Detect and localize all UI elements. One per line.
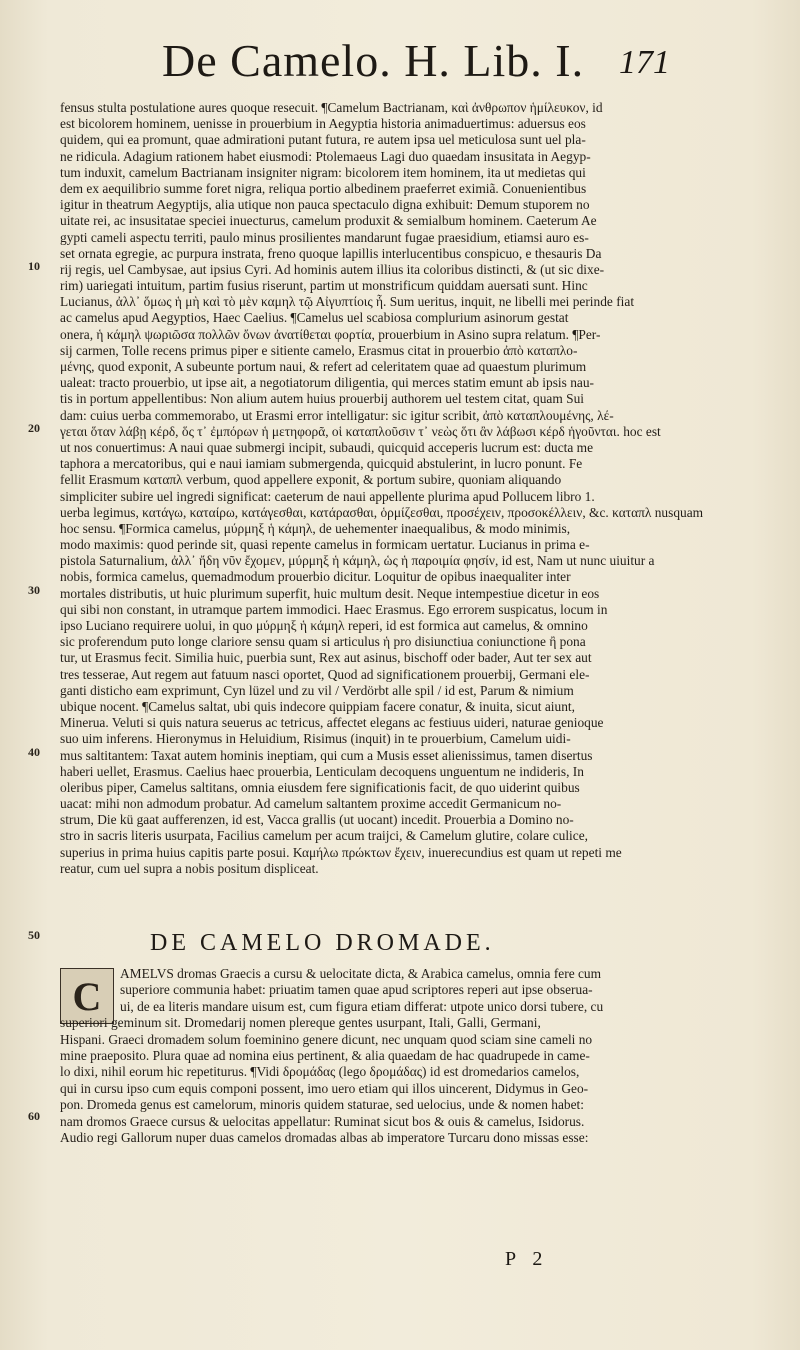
running-title: De Camelo. H. Lib. I.	[162, 35, 585, 86]
text-line: ut nos conuertimus: A naui quae submergi incipit, subaudi, quicquid acceperis lucrum est: ducta me	[60, 439, 594, 455]
section-heading: DE CAMELO DROMADE.	[150, 930, 495, 956]
text-line: set ornata egregie, ac purpura instrata, freno quoque lapillis interlucentibus conspicuo, e thesauris Da	[60, 245, 602, 261]
text-line: est bicolorem hominem, uenisse in prouerbium in Aegyptia historia animaduertimus: aduersus eos	[60, 116, 586, 132]
line-number: 20	[28, 421, 40, 435]
text-line: pistola Saturnalium, ἀλλ᾽ ἤδη νῦν ἔχομεν, μύρμηξ ἡ κάμηλ, ὡς ἡ παροιμία φησίν, id est, Nam ut nunc uiuitur a	[60, 553, 655, 569]
page-header	[150, 34, 670, 98]
text-line: oleribus piper, Camelus saltitans, omnia eiusdem fere significationis facit, de quo uiderint quibus	[60, 779, 580, 795]
text-line: Minerua. Veluti si quis natura seuerus ac tetricus, affectet elegans ac festiuus uideri, naturae genioque	[60, 715, 604, 731]
text-line: gypti cameli aspectu territi, paulo minus prosilientes mandarunt fugae praesidium, etiamsi auro es-	[60, 229, 589, 245]
text-line: modo maximis: quod perinde sit, quasi repente camelus in formicam uertatur. Lucianus in prima e-	[60, 537, 590, 553]
text-line: quidem, qui ea promunt, quae admirationi putant futura, re autem ipsa uel meticulosa sunt uel pla-	[60, 132, 586, 148]
section-text-line: AMELVS dromas Graecis a cursu & uelocitate dicta, & Arabica camelus, omnia fere cum	[120, 966, 602, 981]
text-line: μένης, quod exponit, A subeunte portum naui, & refert ad celeritatem quae ad quaestum plurimum	[60, 359, 587, 374]
text-line: ne ridicula. Adagium rationem habet eiusmodi: Ptolemaeus Lagi duo quaedam insusitata in Aegyp-	[60, 148, 591, 164]
text-line: stro in sacris literis usurpata, Facilius camelum per acum traijci, & Camelum glutire, colare culice,	[60, 828, 589, 844]
section-text-line: ui, de ea literis mandare uisum est, cum figura etiam differat: utpote unico dorsi tubere, cu	[120, 998, 604, 1014]
text-line: uerba legimus, κατάγω, καταίρω, κατάγεσθαι, κατάρασθαι, ὁρμίζεσθαι, προσέχειν, προσοκέλλειν, &c. καταπλ nusquam	[60, 504, 704, 520]
text-line: nobis, formica camelus, quemadmodum prouerbio dicitur. Loquitur de opibus inaequaliter inter	[60, 569, 571, 585]
text-line: tis in portum appellentibus: Non alium autem huius prouerbij authorem uel testem citat, quam Sui	[60, 391, 585, 407]
decorated-initial: C	[60, 968, 114, 1024]
section-text-line: nam dromos Graece cursus & uelocitas appellatur: Ruminat sicut bos & ouis & camelus, Isidorus.	[60, 1113, 585, 1129]
line-number: 30	[28, 583, 40, 597]
folio-number: 171	[619, 44, 670, 81]
text-line: fellit Erasmum καταπλ verbum, quod appellere exponit, & portum subire, quoniam aliquando	[60, 472, 562, 488]
section-text-line: lo dixi, nihil eorum hic repetiturus. ¶Vidi δρομάδας (lego δρομάδας) id est dromedarios camelos,	[60, 1064, 580, 1080]
text-line: mortales distributis, ut huic plurimum superfit, huic multum desit. Neque intempestiue dicetur in eos	[60, 585, 600, 601]
section-text-line: superiori geminum sit. Dromedarij nomen plereque gentes usurpant, Itali, Galli, Germani,	[60, 1015, 541, 1031]
text-line: reatur, cum uel supra a nobis positum displiceat.	[60, 860, 319, 876]
text-line: sij carmen, Tolle recens primus piper e sitiente camelo, Erasmus citat in prouerbio ἀπὸ καταπλο-	[60, 342, 578, 358]
text-line: tur, ut Erasmus fecit. Similia huic, puerbia sunt, Rex aut asinus, bischoff oder bader, Aut ter sex aut	[60, 650, 592, 666]
text-line: dam: cuius uerba commemorabo, ut Erasmi error intelligatur: sic igitur scribit, ἀπὸ καταπλουμένης, λέ-	[60, 407, 614, 423]
text-line: rim) uariegati intuitum, partim fusius riserunt, partim ut monstrificum quiddam auersati sunt. Hinc	[60, 278, 588, 294]
text-line: ipso Luciano requirere uolui, in quo μύρμηξ ἡ κάμηλ reperi, id est formica aut camelus, & omnino	[60, 618, 588, 633]
text-line: mus saltitantem: Taxat autem hominis ineptiam, qui cum a Musis esset alienissimus, tamen disertus	[60, 747, 593, 763]
text-line: Lucianus, ἀλλ᾽ ὅμως ἡ μὴ καὶ τὸ μὲν καμηλ τῷ Αἰγυπτίοις ἦ. Sum ueritus, inquit, ne libelli mei perinde fiat	[60, 294, 635, 310]
text-line: dem ex aequilibrio summe foret nigra, reliqua portio albedinem praeferret eximiã. Conuenientibus	[60, 180, 587, 196]
text-line: superius in prima huius capitis parte posui. Καμήλω πρώκτων ἔχειν, inuerecundius est quam ut repeti me	[60, 844, 622, 860]
text-line: taphora a mercatoribus, qui e naui iamiam submergenda, quicquid abstulerint, in lucro ponunt. Fe	[60, 456, 583, 472]
text-line: ualeat: tracto prouerbio, ut ipse ait, a negotiatorum diligentia, qui merces statim emunt ab ipsis nau-	[60, 375, 594, 391]
text-line: haberi uellet, Erasmus. Caelius haec prouerbia, Lenticulam decoquens unguentum ne indideris, In	[60, 763, 584, 779]
line-number: 60	[28, 1109, 40, 1123]
line-number: 40	[28, 745, 40, 759]
text-line: qui sibi non constant, in utramque partem immodici. Haec Erasmus. Ego errorem suspicatus, locum in	[60, 601, 608, 617]
section-text-line: qui in cursu ipso cum equis componi possent, imo uero etiam qui illos uincerent, Didymus in Geo-	[60, 1080, 589, 1096]
text-line: uitate rei, ac insusitatae speciei inuecturus, camelum produxit & semialbum hominem. Caeterum Ae	[60, 213, 597, 229]
main-text-block	[60, 100, 730, 877]
text-line: ac camelus apud Aegyptios, Haec Caelius. ¶Camelus uel scabiosa complurium asinorum gestat	[60, 310, 569, 326]
catchword: P 2	[505, 1248, 549, 1270]
section-text-line: Hispani. Graeci dromadem solum foeminino genere dicunt, nec unquam quod sciam sine cameli no	[60, 1031, 593, 1047]
text-line: γεται ὅταν λάβῃ κέρδ, ὅς τ᾽ ἐμπόρων ἡ μετηφορᾶ, οἱ καταπλοῦσιν τ᾽ νεὼς ὅτι ἂν λάβωσι κέρδ ἡγοῦνται. hoc est	[60, 423, 661, 439]
text-line: strum, Die kü gaat aufferenzen, id est, Vacca grallis (ut uocant) incedit. Prouerbia a Domino no-	[60, 812, 574, 828]
text-line: fensus stulta postulatione aures quoque resecuit. ¶Camelum Bactrianam, καὶ ἀνθρωπον ἡμίλευκον, id	[60, 100, 603, 115]
text-line: igitur in theatrum Aegyptijs, alia utique non pauca spectaculo digna exhibuit: Demum stuporem no	[60, 197, 590, 213]
section-text-line: mine praeposito. Plura quae ad nomina eius pertinent, & alia quaedam de hac quadrupede in came-	[60, 1047, 590, 1063]
section-text-line: pon. Dromeda genus est camelorum, minoris quidem staturae, sed uelocius, unde & nomen habet:	[60, 1097, 584, 1113]
text-line: tum induxit, camelum Bactrianam insigniter nigram: bicolorem item hominem, ita ut medietas qui	[60, 164, 586, 180]
text-line: onera, ἡ κάμηλ ψωριῶσα πολλῶν ὄνων ἀνατίθεται φορτία, prouerbium in Asino supra relatum. ¶Per-	[60, 326, 601, 342]
text-line: suo uim inferens. Hieronymus in Heluidium, Risimus (inquit) in te prouerbium, Camelum uidi-	[60, 731, 571, 747]
text-line: ubique nocent. ¶Camelus saltat, ubi quis indecore quippiam facere conatur, & inuita, sicut aiunt,	[60, 698, 575, 714]
section-text-line: superiore communia habet: priuatim tamen quae apud scriptores reperi aut ipse obserua-	[120, 982, 593, 998]
text-line: ganti disticho eam exprimunt, Cyn lüzel und zu vil / Verdörbt alle spil / id est, Parum & nimium	[60, 682, 574, 698]
line-number: 10	[28, 259, 40, 273]
text-line: simpliciter subire uel ingredi significat: caeterum de naui appellente plurima apud Pollucem libro 1.	[60, 488, 595, 504]
text-line: uacat: mihi non admodum probatur. Ad camelum saltantem proxime accedit Germanicum no-	[60, 796, 562, 812]
text-line: sic proferendum puto longe clariore sensu quam si articulus ἡ pro disiunctiua coniunctione ἢ pona	[60, 634, 586, 650]
line-number: 50	[28, 928, 40, 942]
text-line: hoc sensu. ¶Formica camelus, μύρμηξ ἡ κάμηλ, de uehementer inaequalibus, & modo minimis,	[60, 520, 571, 536]
text-line: tres tesserae, Aut regem aut fatuum nasci oportet, Quod ad significationem prouerbij, Germani ele-	[60, 666, 590, 682]
section-text-block	[60, 966, 740, 1146]
section-text-line: Audio regi Gallorum nuper duas camelos dromadas albas ab imperatore Turcaru dono missas esse:	[60, 1129, 589, 1145]
text-line: rij regis, uel Cambysae, aut ipsius Cyri. Ad hominis autem illius ita coloribus distincti, & (ut sic dixe-	[60, 261, 605, 277]
